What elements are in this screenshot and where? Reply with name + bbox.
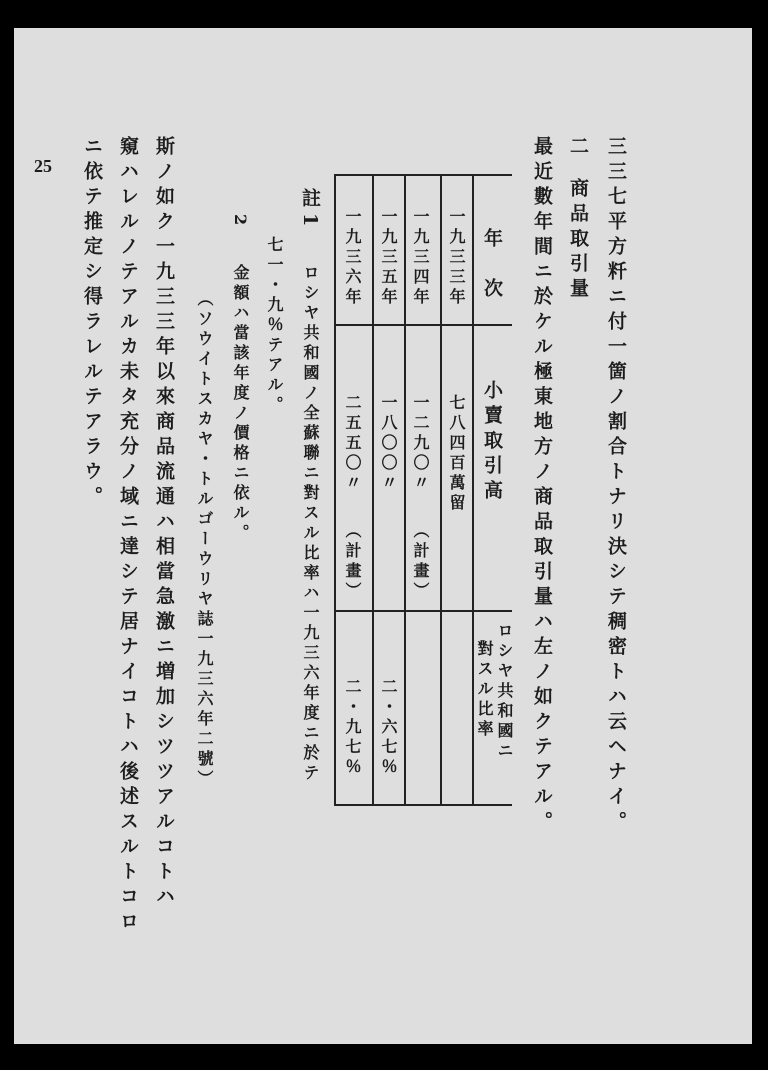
row-volume: 七八四百萬留: [447, 394, 466, 514]
document-page: [14, 28, 752, 1044]
row-volume: 一二九〇〃: [411, 394, 430, 494]
section-number: 二: [567, 136, 589, 161]
header-volume: 小賣取引高: [481, 380, 503, 505]
row-ratio: 二・九七％: [343, 678, 362, 778]
header-ratio-line2: 對スル比率: [475, 640, 494, 740]
row-volume: 一八〇〇〃: [379, 394, 398, 494]
row-year: 一九三四年: [411, 208, 430, 308]
section-text: 最近數年間ニ於ケル極東地方ノ商品取引量ハ左ノ如クテアル。: [531, 136, 553, 836]
row-ratio: 二・六七％: [379, 678, 398, 778]
table-bottom-border: [334, 804, 512, 806]
closing-line-3: ニ依テ推定シ得ラレルテアラウ。: [81, 136, 103, 511]
table-divider-2: [334, 610, 512, 612]
note2-line1: 金額ハ當該年度ノ價格ニ依ル。: [231, 264, 250, 544]
note-label: 註1: [299, 188, 321, 233]
closing-line-2: 窺ハレルノテアルカ未タ充分ノ域ニ達シテ居ナイコトハ後述スルトコロ: [117, 136, 139, 936]
note1-line2: 七一・九％テアル。: [265, 236, 284, 416]
table-left-border: [334, 174, 336, 806]
table-column-line-4: [372, 174, 374, 806]
note2-source: （ソウイトスカヤ・トルゴーウリヤ誌一九三六年二號）: [195, 290, 214, 790]
closing-line-1: 斯ノ如ク一九三三年以來商品流通ハ相當急激ニ増加シツツアルコトハ: [153, 136, 175, 911]
row-year: 一九三六年: [343, 208, 362, 308]
note2-number: 2: [231, 214, 250, 230]
intro-line: 三三七平方粁ニ付一箇ノ割合トナリ決シテ稠密トハ云ヘナイ。: [605, 136, 627, 836]
table-divider-1: [334, 324, 512, 326]
page-number: 25: [34, 156, 52, 176]
header-ratio-line1: ロシヤ共和國ニ: [495, 622, 514, 762]
table-column-line-1: [472, 174, 474, 806]
section-title: 商品取引量: [567, 178, 589, 303]
row-volume: 二五五〇〃: [343, 394, 362, 494]
row-note: （計畫）: [411, 522, 430, 602]
header-year: 年 次: [481, 228, 503, 303]
note1-line1: ロシヤ共和國ノ全蘇聯ニ對スル比率ハ一九三六年度ニ於テ: [301, 264, 320, 784]
table-column-line-3: [404, 174, 406, 806]
table-top-border: [334, 174, 512, 176]
table-column-line-2: [440, 174, 442, 806]
row-year: 一九三五年: [379, 208, 398, 308]
row-note: （計畫）: [343, 522, 362, 602]
row-year: 一九三三年: [447, 208, 466, 308]
